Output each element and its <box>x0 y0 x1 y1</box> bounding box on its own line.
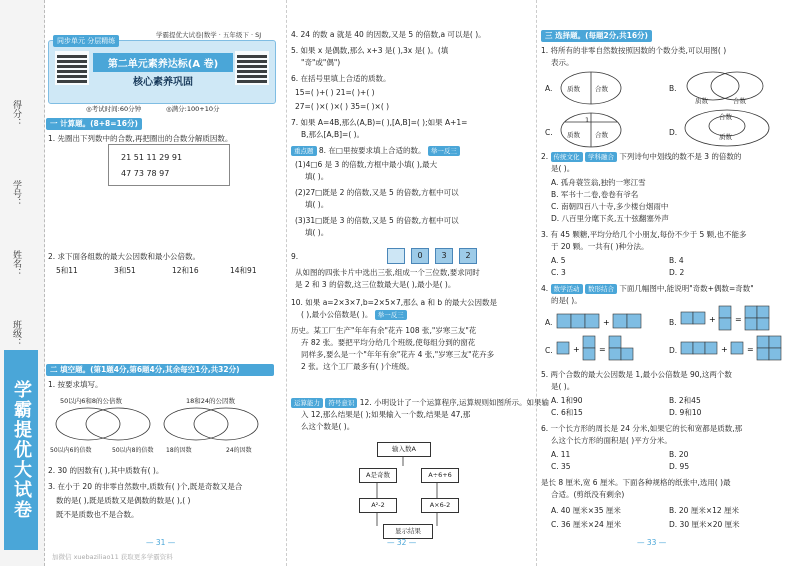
page-title: 第二单元素养达标(A 卷) <box>93 53 233 72</box>
choice-option: B. 20 <box>669 450 689 459</box>
diagram-label: 质数 <box>567 85 580 93</box>
number-card: 0 <box>411 248 429 264</box>
question-m6-row: 15=( )+( ) 21=( )+( ) <box>295 88 375 97</box>
sub-question: (1)4□6 是 3 的倍数,方框中最小填( ),最大 <box>295 160 438 169</box>
question-m8-text: 8. 在□里按要求填上合适的数。 <box>318 146 426 155</box>
question-5-cont: 既不是质数也不是合数。 <box>56 510 139 519</box>
question-m10-cont: ( ),最小公倍数是( )。 举一反三 <box>301 310 407 320</box>
column-middle <box>286 0 549 566</box>
section-calc: 一 计算题。(8+8=16分) <box>46 118 142 130</box>
diagram-label: 合数 <box>719 113 732 121</box>
choice-option: B. 20 厘米×12 厘米 <box>669 506 740 515</box>
choice-option: D. 9和10 <box>669 408 702 417</box>
choice-option: C. 6和15 <box>551 408 583 417</box>
question-m11: 历史。某工厂生产"年年有余"花卉 108 张,"岁寒三友"花 <box>291 326 477 335</box>
question-m5: 5. 如果 x 是偶数,那么 x+3 是( ),3x 是( )。(填 <box>291 46 449 55</box>
question-r2-cont: 是( )。 <box>551 164 575 173</box>
flow-step: A²-2 <box>359 498 397 513</box>
id-label: 学号： <box>11 180 21 207</box>
gcd-group: 14和91 <box>230 266 257 275</box>
title-banner <box>48 37 276 104</box>
series-tag: 同步单元 分层精练 <box>53 35 119 47</box>
question-m10: 10. 如果 a=2×3×7,b=2×5×7,那么 a 和 b 的最大公因数是 <box>291 298 498 307</box>
activity-badge: 数形结合 <box>585 284 617 294</box>
flow-output: 显示结果 <box>383 524 433 539</box>
question-m12: 运算能力 符号意识 12. 小明设计了一个运算程序,运算规则如图所示。如果输 <box>291 398 549 408</box>
question-5-cont: 数的是( ),既是质数又是偶数的数是( ),( ) <box>56 496 191 505</box>
choice-option: B. 4 <box>669 256 684 265</box>
gcd-group: 3和51 <box>114 266 136 275</box>
question-r1: 1. 将所有的非零自然数按照因数的个数分类,可以用图( ) <box>541 46 727 55</box>
choice-option: B. 军书十二卷,卷卷有爷名 <box>551 190 639 199</box>
number-row: 47 73 78 97 <box>121 169 170 178</box>
venn-label: 18的因数 <box>166 447 192 454</box>
venn-diagrams <box>46 404 276 444</box>
question-m5-cont: "奇"或"偶") <box>301 58 341 67</box>
question-m9-text: 从如图的四张卡片中选出三张,组成一个三位数,要求同时 <box>295 268 480 277</box>
question-r3: 3. 有 45 颗糖,平均分给几个小朋友,每份不少于 5 颗,也不能多 <box>541 230 747 239</box>
gcd-group: 5和11 <box>56 266 78 275</box>
svg-text:=: = <box>747 345 754 354</box>
practice-tag: 举一反三 <box>428 146 460 156</box>
option-label: A. <box>545 318 553 327</box>
book-title: 学霸提优大试卷|数学 · 五年级下 · SJ <box>156 31 262 39</box>
question-r4-cont: 的是( )。 <box>551 296 582 305</box>
question-r5-cont: 是( )。 <box>551 382 575 391</box>
binding-strip <box>0 0 45 566</box>
svg-text:=: = <box>735 315 742 324</box>
page-subtitle: 核心素养巩固 <box>133 77 193 88</box>
venn-title: 50以内6和8的公倍数 <box>60 397 123 405</box>
culture-badge: 学科融合 <box>585 152 617 162</box>
diagram-label: 合数 <box>595 85 608 93</box>
brand-vertical: 学霸提优大试卷 <box>4 350 38 550</box>
column-right <box>536 0 799 566</box>
question-2: 2. 求下面各组数的最大公因数和最小公倍数。 <box>48 252 201 261</box>
diagram-label: 质数 <box>719 133 732 141</box>
question-r6-cont: 么这个长方形的面积是( )平方分米。 <box>551 436 672 445</box>
option-label: B. <box>669 318 677 327</box>
question-m6-row: 27=( )×( )×( ) 35=( )×( ) <box>295 102 390 111</box>
question-m7: 7. 如果 A=4B,那么(A,B)=( ),[A,B]=( );如果 A+1= <box>291 118 468 127</box>
venn-label: 50以内8的倍数 <box>112 447 154 454</box>
gcd-group: 12和16 <box>172 266 199 275</box>
name-label: 姓名： <box>11 250 21 277</box>
question-m9-text: 是 2 和 3 的倍数,这三位数最大是( ),最小是( )。 <box>295 280 456 289</box>
diagram-label: 质数 <box>567 131 580 139</box>
number-box <box>108 144 230 186</box>
flow-step: A÷6+6 <box>421 468 459 483</box>
flow-step: A是奇数 <box>359 468 397 483</box>
option-label: D. <box>669 346 678 355</box>
flow-step: A×6-2 <box>421 498 459 513</box>
number-card <box>387 248 405 264</box>
sub-question: 填( )。 <box>305 228 329 237</box>
question-m6: 6. 在括号里填上合适的质数。 <box>291 74 391 83</box>
practice-tag: 举一反三 <box>375 310 407 320</box>
diagram-label: 合数 <box>733 97 746 105</box>
question-m12-cont: 么这个数是( )。 <box>301 422 355 431</box>
option-label: C. <box>545 346 553 355</box>
section-fill: 二 填空题。(第1题4分,第6题4分,其余每空1分,共32分) <box>46 364 274 376</box>
question-5: 3. 在小于 20 的非零自然数中,质数有( )个,既是奇数又是合 <box>48 482 243 491</box>
number-card: 3 <box>435 248 453 264</box>
choice-option: A. 5 <box>551 256 566 265</box>
question-m11-cont: 同样多,要么是一个"年年有余"花卉 4 张,"岁寒三友"花卉多 <box>301 350 495 359</box>
choice-option: D. 95 <box>669 462 690 471</box>
sub-question: (2)27□既是 2 的倍数,又是 5 的倍数,方框中可以 <box>295 188 459 197</box>
grid-figure-d <box>681 336 791 364</box>
svg-text:+: + <box>709 315 716 324</box>
choice-option: C. 36 厘米×24 厘米 <box>551 520 622 529</box>
question-m7-cont: B,那么[A,B]=( )。 <box>301 130 365 139</box>
question-r3-cont: 于 20 颗。一共有( )种分法。 <box>551 242 649 251</box>
question-3: 1. 按要求填写。 <box>48 380 103 389</box>
activity-badge: 数学活动 <box>551 284 583 294</box>
question-m9: 9. <box>291 252 299 261</box>
exam-score: ◎满分:100+10分 <box>166 105 220 113</box>
svg-text:+: + <box>573 345 580 354</box>
question-r7: 是长 8 厘米,宽 6 厘米。下面各种规格的纸张中,选用( )最 <box>541 478 731 487</box>
choice-option: A. 1和90 <box>551 396 583 405</box>
question-m12-cont: 入 12,那么结果是( );如果输入一个数,结果是 47,那 <box>301 410 471 419</box>
venn-label: 50以内6的倍数 <box>50 447 92 454</box>
question-1: 1. 先圈出下列数中的合数,再把圈出的合数分解质因数。 <box>48 134 233 143</box>
exam-time: ◎考试时间:60分钟 <box>86 105 142 113</box>
venn-title: 18和24的公因数 <box>186 397 236 405</box>
choice-option: A. 11 <box>551 450 571 459</box>
question-r5: 5. 两个合数的最大公因数是 1,最小公倍数是 90,这两个数 <box>541 370 732 379</box>
grid-figure-a <box>557 310 657 334</box>
option-label: C. <box>545 128 553 137</box>
watermark-text: 加微信 xuebaziliao11 获取更多学霸资料 <box>52 553 173 561</box>
number-row: 21 51 11 29 91 <box>121 153 183 162</box>
question-m11-cont: 2 张。这个工厂最多有( )个班级。 <box>301 362 414 371</box>
question-m4: 4. 24 的数 a 就是 40 的因数,又是 5 的倍数,a 可以是( )。 <box>291 30 486 39</box>
choice-option: C. 南朝四百八十寺,多少楼台烟雨中 <box>551 202 669 211</box>
class-label: 班级： <box>11 320 21 347</box>
section-choice: 三 选择题。(每题2分,共16分) <box>541 30 652 42</box>
svg-text:=: = <box>599 345 606 354</box>
skill-badge: 符号意识 <box>325 398 357 408</box>
diagram-label: 质数 <box>695 97 708 105</box>
question-r4: 4. 数学活动 数形结合 下面几幅图中,能说明"奇数+偶数=奇数" <box>541 284 754 293</box>
score-label: 得分： <box>11 100 21 127</box>
option-label: A. <box>545 84 553 93</box>
grid-figure-b <box>681 306 791 334</box>
choice-option: A. 孤舟蓑笠翁,独钓一寒江雪 <box>551 178 646 187</box>
diagram-label: 1 <box>585 116 590 124</box>
flow-input: 输入数A <box>377 442 431 457</box>
choice-option: A. 40 厘米×35 厘米 <box>551 506 621 515</box>
key-badge: 重点题 <box>291 146 317 156</box>
sub-question: 填( )。 <box>305 172 329 181</box>
sub-question: 填( )。 <box>305 200 329 209</box>
page-number: — 33 — <box>637 538 667 547</box>
svg-text:+: + <box>603 318 610 327</box>
page-number: — 32 — <box>387 538 417 547</box>
qr-code-icon <box>235 51 269 85</box>
qr-code-icon <box>55 51 89 85</box>
diagram-label: 合数 <box>595 131 608 139</box>
culture-badge: 传统文化 <box>551 152 583 162</box>
choice-option: D. 2 <box>669 268 685 277</box>
choice-option: D. 八百里分麾下炙,五十弦翻塞外声 <box>551 214 669 223</box>
number-card: 2 <box>459 248 477 264</box>
option-label: B. <box>669 84 677 93</box>
column-left <box>46 0 276 566</box>
question-r1-cont: 表示。 <box>551 58 574 67</box>
choice-option: C. 3 <box>551 268 566 277</box>
question-4: 2. 30 的因数有( ),其中质数有( )。 <box>48 466 164 475</box>
question-r2: 2. 传统文化 学科融合 下列诗句中划线的数不是 3 的倍数的 <box>541 152 742 161</box>
venn-label: 24的因数 <box>226 447 252 454</box>
choice-option: C. 35 <box>551 462 571 471</box>
option-label: D. <box>669 128 678 137</box>
choice-option: B. 2和45 <box>669 396 701 405</box>
skill-badge: 运算能力 <box>291 398 323 408</box>
question-m8 <box>291 146 460 156</box>
page-number: — 31 — <box>146 538 176 547</box>
grid-figure-c <box>557 336 667 364</box>
question-r6: 6. 一个长方形的周长是 24 分米,如果它的长和宽都是质数,那 <box>541 424 743 433</box>
choice-option: D. 30 厘米×20 厘米 <box>669 520 740 529</box>
question-r7-cont: 合适。(剪纸没有剩余) <box>551 490 625 499</box>
svg-text:+: + <box>721 345 728 354</box>
question-m11-cont: 卉 82 张。要把平均分给几个班级,使每组分到的窗花 <box>301 338 476 347</box>
sub-question: (3)31□既是 3 的倍数,又是 5 的倍数,方框中可以 <box>295 216 459 225</box>
